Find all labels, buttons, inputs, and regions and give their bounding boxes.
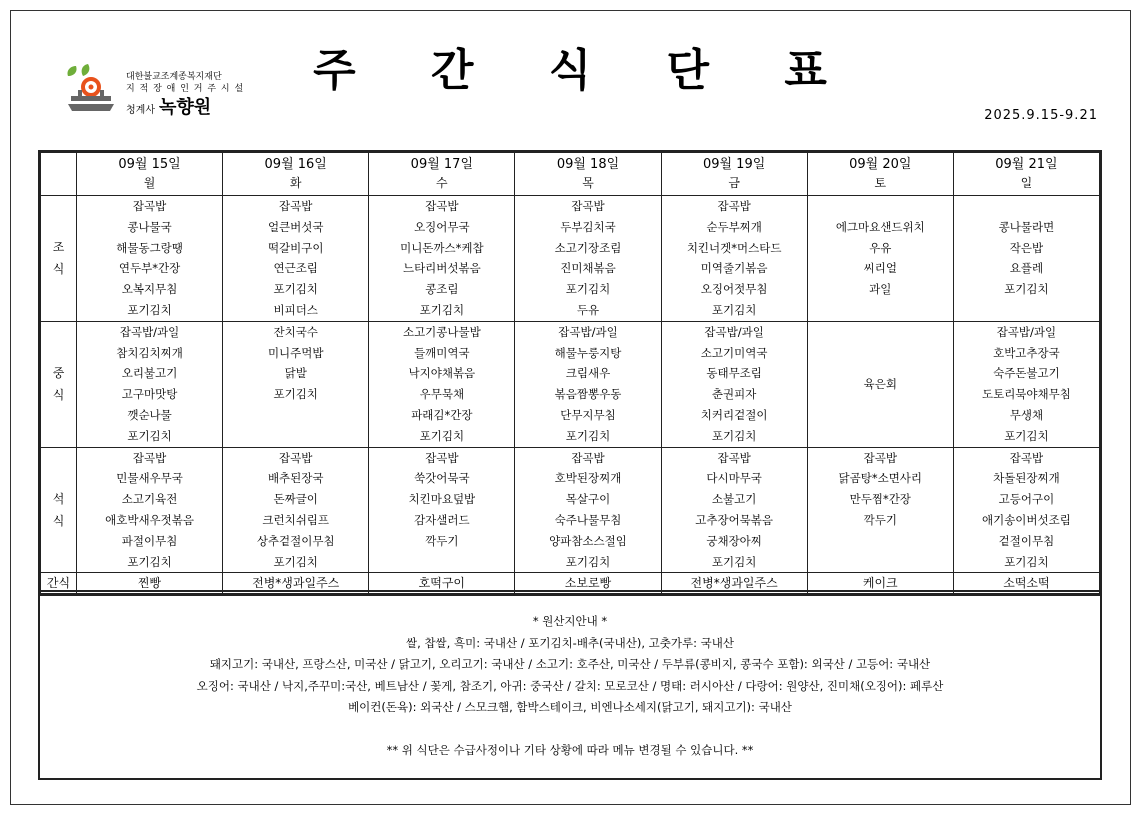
menu-table [40,152,1100,594]
menu-item: 단무지무침 [560,407,616,422]
day-date: 09월 17일 [410,157,474,172]
org-line1: 대한불교조계종복지재단 [126,72,222,82]
menu-cell [953,447,1099,573]
menu-item: 과일 [869,282,892,297]
menu-cell [369,321,515,447]
snack-cell: 전병*생과일주스 [661,573,807,594]
menu-item: 포기김치 [565,282,611,297]
menu-item: 잡곡밥 [279,199,313,213]
menu-item: 포기김치 [565,554,611,569]
menu-cell [515,196,661,322]
menu-item: 파절이무침 [121,533,178,548]
menu-item [954,300,1099,321]
menu-item: 포기김치 [127,554,172,569]
menu-cell [77,196,223,322]
menu-cell [369,196,515,322]
meal-label-lunch [41,321,77,447]
menu-item: 잡곡밥 [717,199,751,213]
day-header [223,153,369,196]
menu-item: 포기김치 [273,387,318,402]
menu-item: 쑥갓어묵국 [414,471,470,486]
menu-item: 육은회 [863,376,897,391]
day-date: 09월 19일 [702,157,766,172]
menu-item: 잡곡밥/과일 [558,324,618,339]
menu-cell [515,447,661,573]
menu-item: 포기김치 [565,428,611,443]
menu-cell [661,321,807,447]
menu-cell [369,447,515,573]
origin-line: 오징어: 국내산 / 낙지,주꾸미:국산, 베트남산 / 꽃게, 참조기, 아귀: 중국산 / 갈치: 모로코산 / 명태: 러시아산 / 다랑어: 원양산, 진미채(오징어): 페루산 [196,678,944,693]
menu-cell [807,196,953,322]
dinner-row [41,447,1100,573]
menu-item: 잡곡밥 [425,199,459,213]
menu-item: 씨리얼 [863,261,897,276]
menu-item: 포기김치 [711,554,757,569]
day-weekday: 일 [1020,176,1033,190]
menu-item: 배추된장국 [267,471,324,486]
menu-cell [77,447,223,573]
menu-item: 치킨너겟*머스타드 [686,240,782,255]
menu-item: 감자샐러드 [414,512,470,527]
menu-item: 동태무조림 [706,366,762,381]
day-weekday: 화 [289,176,302,190]
menu-item: 연근조림 [273,261,318,276]
day-weekday: 토 [874,176,887,190]
snack-cell: 찐빵 [77,573,223,594]
menu-item: 콩나물국 [127,219,172,234]
menu-item [223,405,368,426]
menu-item [808,196,953,217]
menu-item: 해물동그랑땡 [116,240,183,255]
menu-item [954,196,1099,217]
org-name: 녹향원 [158,97,212,118]
day-header [515,153,661,196]
menu-item: 포기김치 [1004,428,1049,443]
menu-item: 잡곡밥 [132,450,167,465]
day-date: 09월 21일 [995,157,1058,172]
menu-item: 포기김치 [711,302,757,317]
menu-item: 무생채 [1009,407,1044,422]
menu-item: 다시마무국 [706,471,762,486]
change-notice: ** 위 식단은 수급사정이나 기타 상황에 따라 메뉴 변경될 수 있습니다. ** [386,742,754,757]
menu-item [808,300,953,321]
menu-item: 포기김치 [419,302,465,317]
menu-item: 요플레 [1009,261,1044,276]
menu-item: 오리불고기 [121,366,178,381]
origin-notice [38,590,1102,780]
menu-item: 두부김치국 [560,219,616,234]
menu-item: 치킨마요덮밥 [408,492,476,507]
meal-label-char: 식 [52,513,65,528]
menu-cell [661,447,807,573]
org-prefix: 청계사 [126,105,155,116]
menu-item: 소고기육전 [121,492,178,507]
menu-item: 잡곡밥 [132,199,167,213]
menu-item: 콩조림 [425,282,459,297]
snack-cell: 호떡구이 [369,573,515,594]
menu-item: 치커리겉절이 [700,407,768,422]
day-date: 09월 18일 [556,157,620,172]
menu-item: 고등어구이 [998,492,1055,507]
menu-item: 궁채장아찌 [706,533,762,548]
menu-item: 도토리묵야채무침 [981,387,1071,402]
menu-item: 떡갈비구이 [267,240,324,255]
menu-cell [515,321,661,447]
menu-item: 미역줄기볶음 [700,261,768,276]
menu-item: 고추장어묵볶음 [695,512,774,527]
menu-item: 호박된장찌개 [554,471,622,486]
menu-item: 연두부*간장 [118,261,181,276]
menu-item [369,552,514,573]
menu-item: 호박고추장국 [993,345,1060,360]
menu-item: 해물누룽지탕 [554,345,622,360]
menu-item: 양파참소스절임 [549,533,627,548]
menu-item: 포기김치 [1004,554,1049,569]
menu-item: 참치김치찌개 [116,345,183,360]
meal-label-dinner [41,447,77,573]
origin-line: 쌀, 찹쌀, 흑미: 국내산 / 포기김치-배추(국내산), 고춧가루: 국내산 [406,635,734,650]
menu-item: 낙지야채볶음 [408,366,476,381]
menu-item: 고구마맛탕 [121,387,178,402]
menu-cell [223,196,369,322]
origin-heading: * 원산지안내 * [532,614,608,628]
menu-item: 닭곰탕*소면사리 [838,471,923,486]
menu-cell [807,447,953,573]
meal-label-char: 식 [52,388,65,403]
menu-item [223,426,368,447]
meal-label-char: 조 [52,240,65,255]
menu-item: 우유 [869,240,892,255]
menu-item: 깍두기 [863,512,897,527]
menu-item: 숙주돈불고기 [993,366,1060,381]
menu-cell [807,321,953,447]
menu-item: 만두찜*간장 [849,492,911,507]
menu-item: 잡곡밥/과일 [119,324,180,339]
meal-label-char: 석 [52,491,65,506]
meal-label-char: 중 [52,366,65,381]
menu-item: 잡곡밥 [717,450,751,465]
meal-label-char: 식 [52,262,65,277]
menu-item: 겉절이무침 [998,533,1055,548]
menu-item: 춘권피자 [711,387,757,402]
day-weekday: 월 [143,176,156,190]
menu-item: 목살구이 [565,492,611,507]
menu-item: 숙주나물무침 [554,512,622,527]
day-date: 09월 15일 [118,157,181,172]
meal-label-snack: 간식 [41,573,77,594]
day-date: 09월 16일 [264,157,327,172]
snack-cell: 케이크 [807,573,953,594]
menu-item: 돈짜글이 [273,492,318,507]
day-header [661,153,807,196]
period-label: 2025.9.15-9.21 [984,108,1098,123]
menu-item: 애호박새우젓볶음 [105,512,194,527]
menu-item: 잡곡밥 [571,199,605,213]
day-weekday: 금 [728,176,740,190]
snack-cell: 소보로빵 [515,573,661,594]
menu-item: 소고기미역국 [700,345,768,360]
menu-item: 차돌된장찌개 [993,471,1060,486]
menu-item: 미니주먹밥 [267,345,324,360]
header-row [41,153,1100,196]
menu-item: 소고기콩나물밥 [402,324,481,339]
day-header [369,153,515,196]
day-header [807,153,953,196]
menu-item: 소고기장조림 [554,240,622,255]
menu-item: 오복지무침 [121,282,178,297]
menu-item: 상추겉절이무침 [256,533,335,548]
org-line2: 지 적 장 애 인 거 주 시 설 [126,84,245,94]
menu-item: 잡곡밥 [425,450,459,465]
menu-item: 비피더스 [273,302,318,317]
menu-item: 얼큰버섯국 [267,219,324,234]
menu-item: 소불고기 [711,492,757,507]
menu-item: 느타리버섯볶음 [402,261,481,276]
menu-cell [223,447,369,573]
menu-item: 미니돈까스*케찹 [400,240,484,255]
menu-item: 크림새우 [565,366,611,381]
menu-item: 작은밥 [1009,240,1044,255]
day-date: 09월 20일 [849,157,912,172]
meal-label-breakfast [41,196,77,322]
menu-cell [223,321,369,447]
menu-item: 포기김치 [1004,282,1049,297]
menu-item: 포기김치 [127,302,172,317]
menu-item: 포기김치 [127,428,172,443]
origin-line: 베이컨(돈육): 외국산 / 스모크햄, 함박스테이크, 비엔나소세지(닭고기, 돼지고기): 국내산 [348,700,792,714]
menu-cell [77,321,223,447]
day-weekday: 수 [436,176,448,190]
menu-item: 들깨미역국 [414,345,470,360]
header-corner [41,153,77,196]
menu-table-wrapper [38,150,1102,596]
day-weekday: 목 [582,176,594,190]
menu-item: 잡곡밥/과일 [996,324,1057,339]
page-title: 주 간 식 단 표 [313,45,857,96]
menu-item: 순두부찌개 [706,219,762,234]
menu-item: 콩나물라면 [998,219,1055,234]
snack-cell: 소떡소떡 [953,573,1099,594]
menu-item: 에그마요샌드위치 [835,219,925,234]
menu-item: 포기김치 [273,554,318,569]
menu-item: 포기김치 [711,428,757,443]
menu-item: 오징어젓무침 [700,282,768,297]
menu-item: 우무묵채 [419,387,465,402]
menu-item: 잡곡밥/과일 [704,324,764,339]
menu-cell [953,321,1099,447]
menu-item: 잡곡밥 [279,450,313,465]
menu-item [808,552,953,573]
menu-item: 잡곡밥 [571,450,605,465]
menu-item: 깍두기 [425,533,459,548]
menu-item: 깻순나물 [127,407,172,422]
day-header [77,153,223,196]
menu-item: 민물새우무국 [116,471,183,486]
menu-item: 볶음짬뽕우동 [554,387,622,402]
menu-item: 닭발 [284,366,307,381]
menu-item: 잡곡밥 [863,450,897,465]
menu-item: 진미채볶음 [560,261,616,276]
menu-cell [953,196,1099,322]
menu-item [808,531,953,552]
menu-cell [661,196,807,322]
menu-item: 잔치국수 [273,324,318,339]
day-header [953,153,1099,196]
menu-item: 포기김치 [273,282,318,297]
menu-item: 파래김*간장 [411,407,473,422]
menu-item: 잡곡밥 [1009,450,1044,465]
menu-item: 두유 [576,302,600,317]
origin-line: 돼지고기: 국내산, 프랑스산, 미국산 / 닭고기, 오리고기: 국내산 / 소고기: 호주산, 미국산 / 두부류(콩비지, 콩국수 포함): 외국산 / 고등어: 국내산 [209,657,931,671]
lunch-row [41,321,1100,447]
snack-cell: 전병*생과일주스 [223,573,369,594]
menu-item: 오징어무국 [414,219,470,234]
menu-item: 포기김치 [419,428,465,443]
breakfast-row [41,196,1100,322]
menu-item: 크런치쉬림프 [262,512,330,527]
menu-item: 애기송이버섯조림 [981,512,1071,527]
